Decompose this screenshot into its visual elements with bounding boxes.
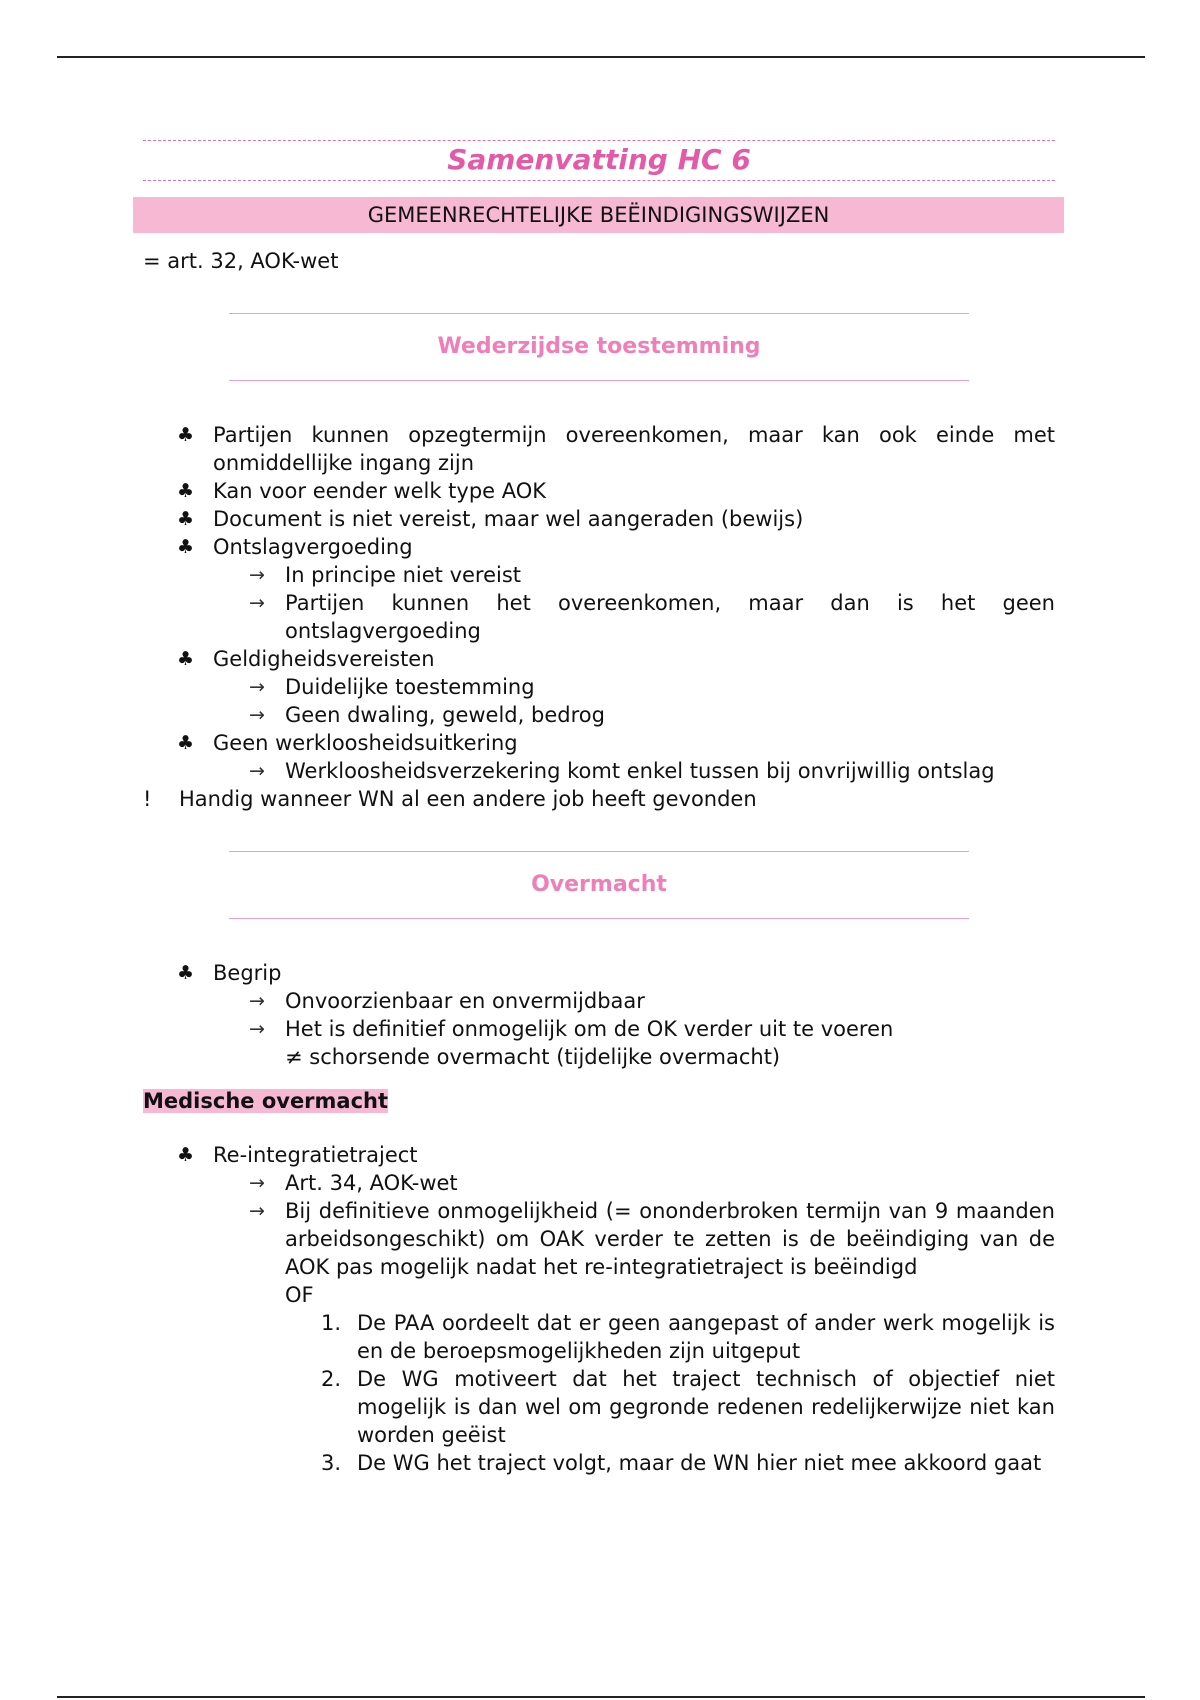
list-item: ♣ Begrip → Onvoorzienbaar en onvermijdbaar → Het is definitief onmogelijk om de OK verder uit te voeren ≠ schorsende overmacht (tijdelijke overmacht) (213, 959, 1055, 1071)
numbered-item: 2. De WG motiveert dat het traject technisch of objectief niet mogelijk is dan wel om gegronde redenen redelijkerwijze niet kan worden geëist (321, 1367, 1055, 1447)
arrow-icon: → (249, 564, 265, 586)
sub-list-item: → Werkloosheidsverzekering komt enkel tussen bij onvrijwillig ontslag (249, 759, 995, 783)
club-icon: ♣ (177, 508, 195, 530)
or-label: OF (285, 1283, 314, 1307)
sub-list (213, 987, 1055, 1071)
sub-list-item: → In principe niet vereist (249, 563, 522, 587)
sub-list-item: → Partijen kunnen het overeenkomen, maar dan is het geen ontslagvergoeding (249, 591, 1055, 643)
not-equal-note: ≠ schorsende overmacht (tijdelijke overmacht) (285, 1045, 781, 1069)
arrow-icon: → (249, 1200, 265, 1222)
article-reference: = art. 32, AOK-wet (143, 249, 339, 273)
title-box (143, 140, 1055, 181)
arrow-icon: → (249, 704, 265, 726)
club-icon: ♣ (177, 536, 195, 558)
page-bottom-rule (57, 1696, 1145, 1698)
numbered-item: 1. De PAA oordeelt dat er geen aangepast of ander werk mogelijk is en de beroepsmogelijkheden zijn uitgeput (321, 1311, 1055, 1363)
list-item: ♣ Document is niet vereist, maar wel aangeraden (bewijs) (177, 507, 804, 531)
arrow-icon: → (249, 1018, 265, 1040)
club-icon: ♣ (177, 962, 195, 984)
club-icon: ♣ (177, 648, 195, 670)
club-icon: ♣ (177, 732, 195, 754)
list-item: ♣ Partijen kunnen opzegtermijn overeenkomen, maar kan ook einde met onmiddellijke ingang zijn (177, 423, 1055, 475)
arrow-icon: → (249, 760, 265, 782)
club-icon: ♣ (177, 424, 195, 446)
note-text: Handig wanneer WN al een andere job heeft gevonden (179, 787, 757, 811)
arrow-icon: → (249, 592, 265, 614)
heading-medische-overmacht: Medische overmacht (143, 1089, 389, 1113)
list-item: ♣ Ontslagvergoeding → In principe niet vereist → Partijen kunnen het overeenkomen, maar dan is het geen ontslagvergoeding (177, 535, 1055, 643)
subheading-overmacht: Overmacht (229, 851, 969, 919)
arrow-icon: → (249, 990, 265, 1012)
arrow-icon: → (249, 676, 265, 698)
numbered-list (285, 1309, 1055, 1477)
sub-list-item: → Bij definitieve onmogelijkheid (= ononderbroken termijn van 9 maanden arbeidsongeschikt) om OAK verder te zetten is de beëindiging van de AOK pas mogelijk nadat het re-integratietraject is beëindigd OF 1. De PAA oordeelt dat er geen aangepast of ander werk mogelijk is en de beroepsmogelijkheden zijn uitgeput 2. De WG motiveert dat het traject technisch of objectief niet mogelijk is dan wel om gegronde redenen redelijkerwijze niet kan worden geëist 3. De WG het traject volgt, maar de WN hier niet mee akkoord gaat (249, 1199, 1055, 1475)
list-item: ♣ Re-integratietraject → Art. 34, AOK-wet → Bij definitieve onmogelijkheid (= ononderbroken termijn van 9 maanden arbeidsongeschikt) om OAK verder te zetten is de beëindiging van de AOK pas mogelijk nadat het re-integratietraject is beëindigd OF 1. De PAA oordeelt dat er geen aangepast of ander werk mogelijk is en de beroepsmogelijkheden zijn uitgeput 2. De WG motiveert dat het traject technisch of objectief niet mogelijk is dan wel om gegronde redenen redelijkerwijze niet kan worden geëist 3. De WG het traject volgt, maar de WN hier niet mee akkoord gaat (177, 1143, 1055, 1475)
bullet-list-overmacht (143, 959, 1055, 1071)
page-top-rule (57, 56, 1145, 58)
sub-list (213, 673, 1055, 729)
sub-list (213, 1169, 1055, 1477)
numbered-item: 3. De WG het traject volgt, maar de WN hier niet mee akkoord gaat (321, 1451, 1042, 1475)
club-icon: ♣ (177, 480, 195, 502)
sub-list-item: → Duidelijke toestemming (249, 675, 535, 699)
sub-list-item: → Het is definitief onmogelijk om de OK verder uit te voeren ≠ schorsende overmacht (tijdelijke overmacht) (249, 1017, 894, 1069)
arrow-icon: → (249, 1172, 265, 1194)
club-icon: ♣ (177, 1144, 195, 1166)
sub-list-item: → Onvoorzienbaar en onvermijdbaar (249, 989, 645, 1013)
note-line (143, 785, 1055, 813)
sub-list-item: → Geen dwaling, geweld, bedrog (249, 703, 605, 727)
sub-list-item: → Art. 34, AOK-wet (249, 1171, 458, 1195)
exclamation-mark: ! (143, 787, 152, 811)
bullet-list-wederzijdse (143, 421, 1055, 785)
page-title: Samenvatting HC 6 (447, 143, 751, 176)
document-page (143, 140, 1055, 1477)
list-item: ♣ Geen werkloosheidsuitkering → Werkloosheidsverzekering komt enkel tussen bij onvrijwillig ontslag (213, 729, 1055, 785)
bullet-list-medisch (143, 1141, 1055, 1477)
sub-list (213, 757, 1055, 785)
list-item: ♣ Geldigheidsvereisten → Duidelijke toestemming → Geen dwaling, geweld, bedrog (213, 645, 1055, 729)
section-heading: GEMEENRECHTELIJKE BEËINDIGINGSWIJZEN (133, 197, 1064, 233)
list-item: ♣ Kan voor eender welk type AOK (177, 479, 547, 503)
subheading-wederzijdse-toestemming: Wederzijdse toestemming (229, 313, 969, 381)
sub-list (213, 561, 1055, 645)
